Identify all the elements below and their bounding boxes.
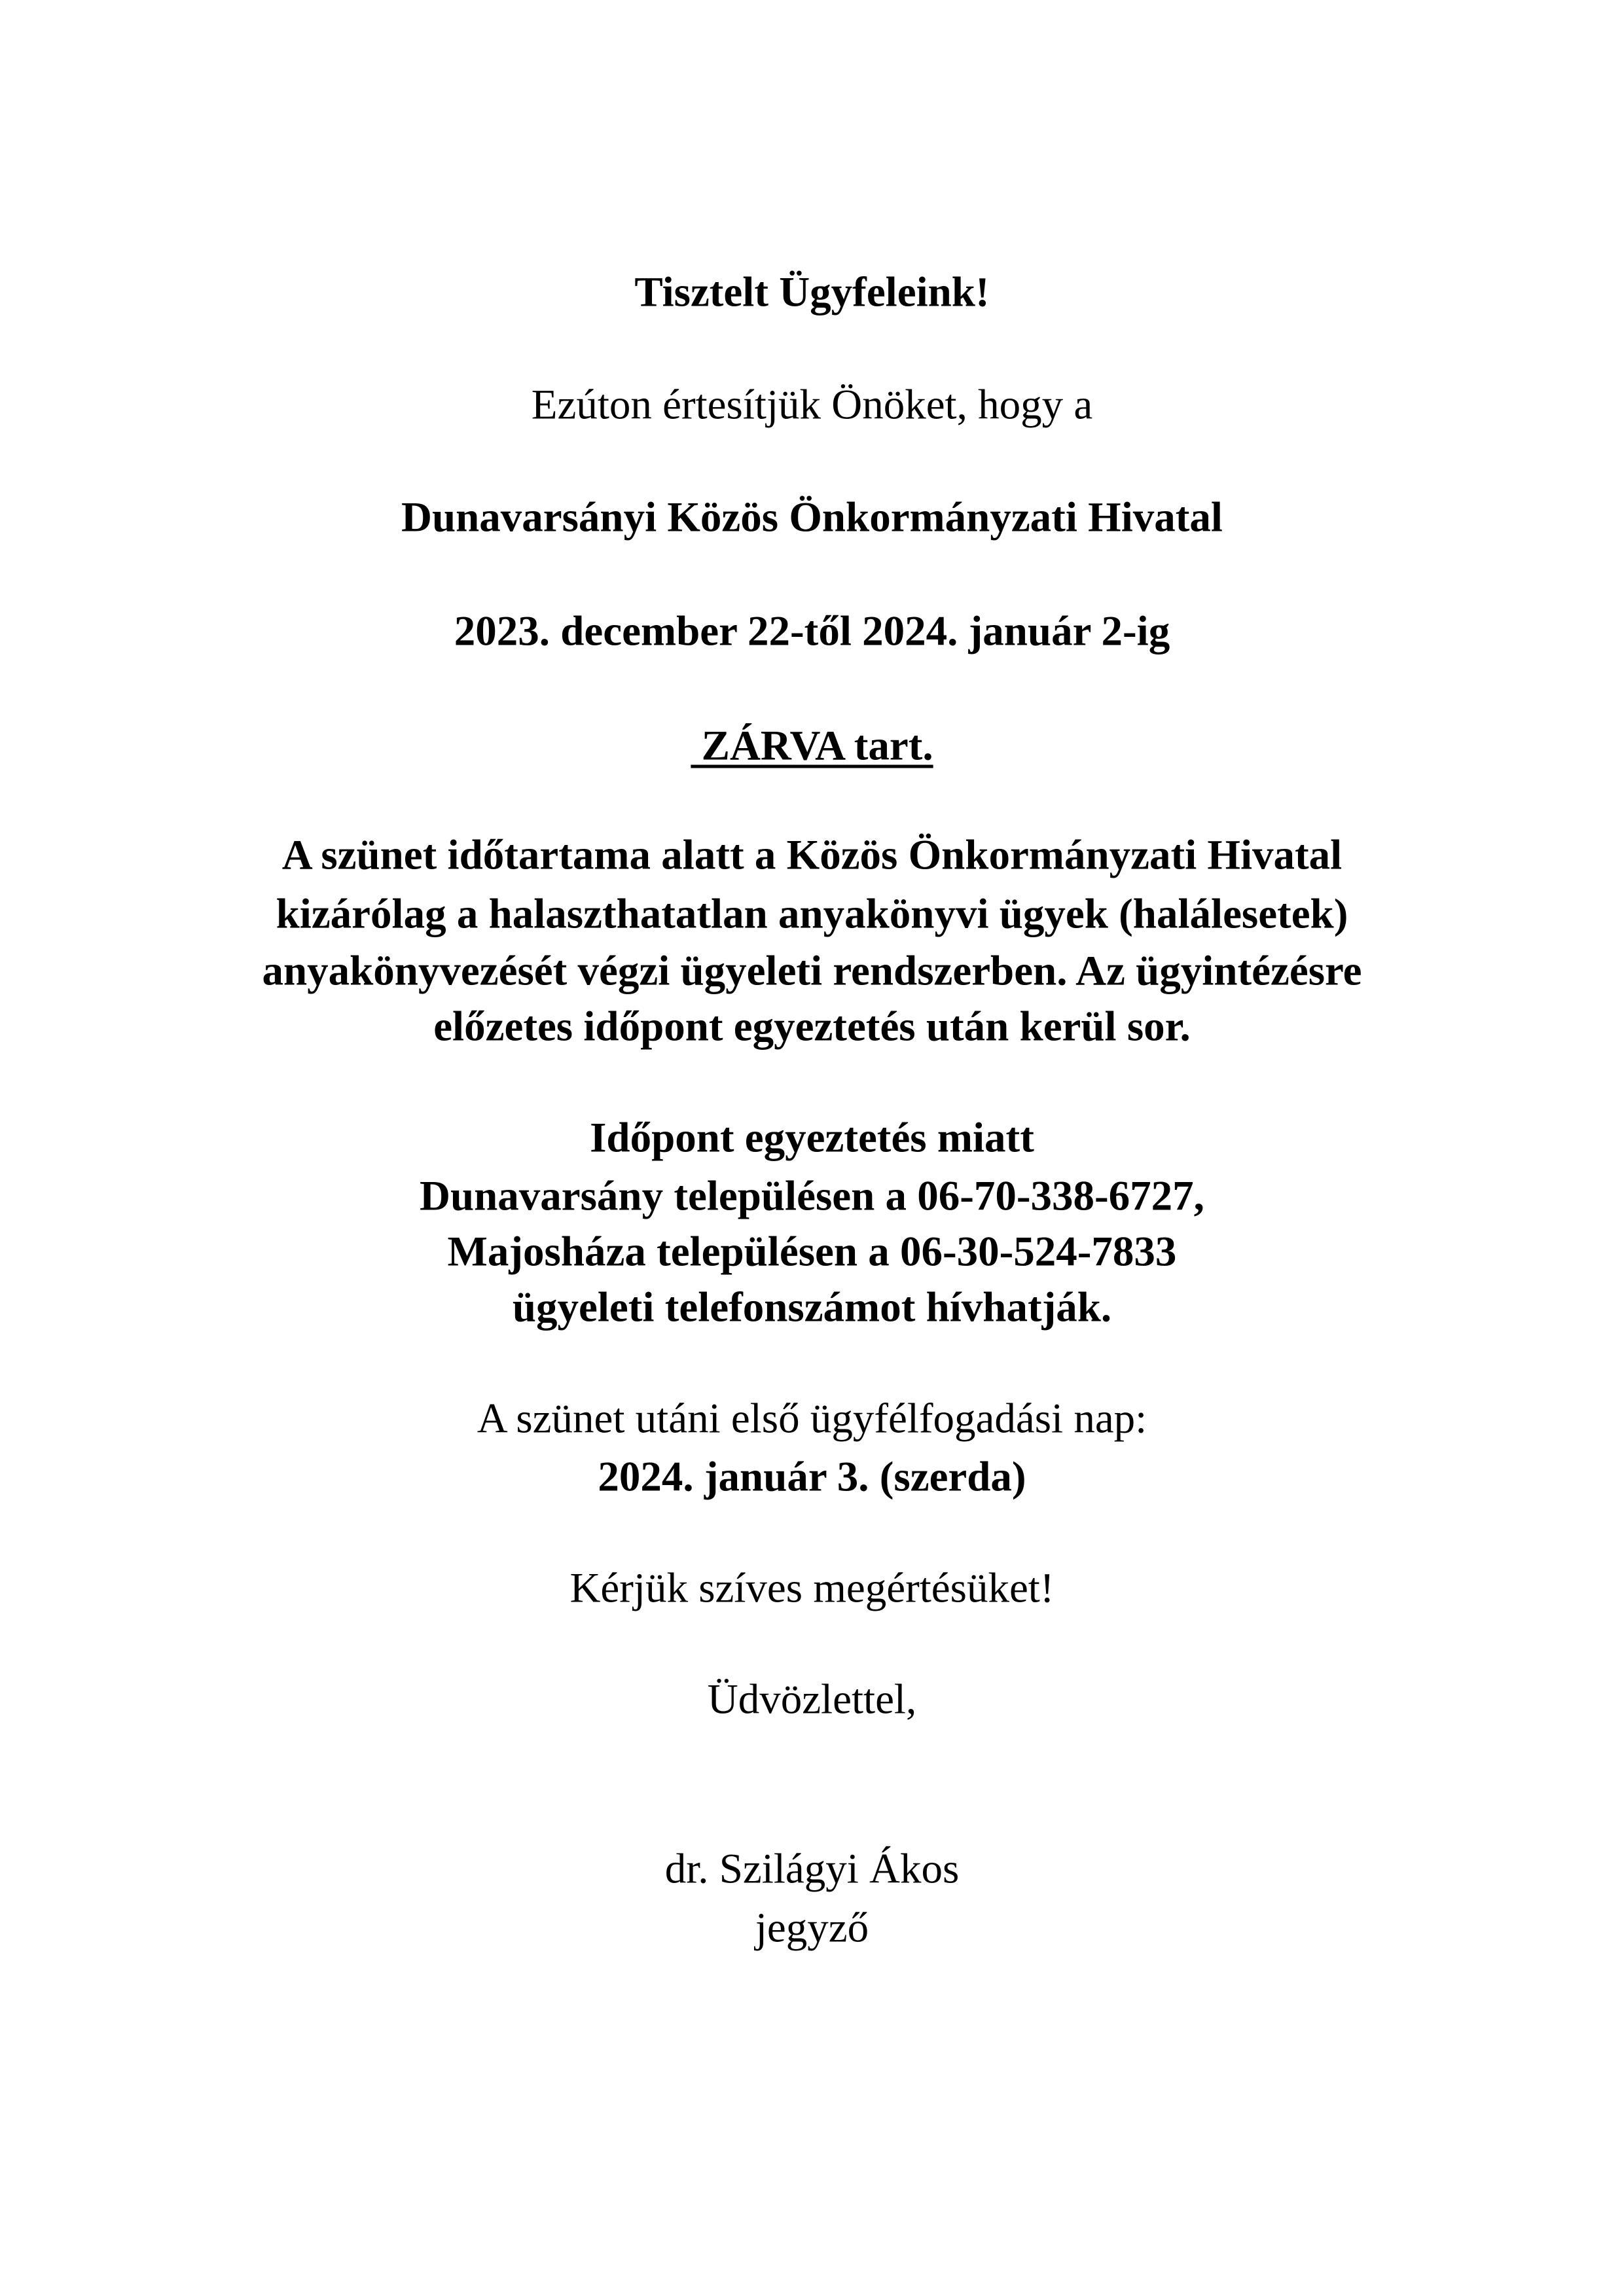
- paragraph-line: kizárólag a halaszthatatlan anyakönyvi ügyek (halálesetek): [276, 890, 1348, 938]
- closed-notice-text: ZÁRVA tart.: [691, 722, 933, 770]
- paragraph-line: előzetes időpont egyeztetés után kerül sor.: [433, 1003, 1191, 1050]
- contact-line: Dunavarsány településen a 06-70-338-6727,: [420, 1172, 1204, 1220]
- paragraph-line: anyakönyvezését végzi ügyeleti rendszerben. Az ügyintézésre: [262, 947, 1362, 995]
- first-day-label: A szünet utáni első ügyfélfogadási nap:: [477, 1395, 1147, 1443]
- signer-title: jegyző: [755, 1904, 869, 1952]
- contact-line: Időpont egyeztetés miatt: [590, 1114, 1034, 1162]
- closed-notice: [0, 718, 1624, 775]
- contact-line: Majosháza településen a 06-30-524-7833: [447, 1228, 1177, 1276]
- closure-period: 2023. december 22-től 2024. január 2-ig: [454, 607, 1170, 655]
- first-day: 2024. január 3. (szerda): [598, 1453, 1026, 1501]
- closing-text: Üdvözlettel,: [707, 1676, 917, 1723]
- intro-text: Ezúton értesítjük Önöket, hogy a: [531, 381, 1093, 429]
- paragraph-line: A szünet időtartama alatt a Közös Önkormányzati Hivatal: [281, 831, 1343, 879]
- greeting: Tisztelt Ügyfeleink!: [634, 268, 990, 316]
- request-text: Kérjük szíves megértésüket!: [569, 1564, 1055, 1612]
- contact-line: ügyeleti telefonszámot hívhatják.: [512, 1283, 1112, 1331]
- signer-name: dr. Szilágyi Ákos: [664, 1845, 960, 1893]
- office-name: Dunavarsányi Közös Önkormányzati Hivatal: [401, 493, 1223, 541]
